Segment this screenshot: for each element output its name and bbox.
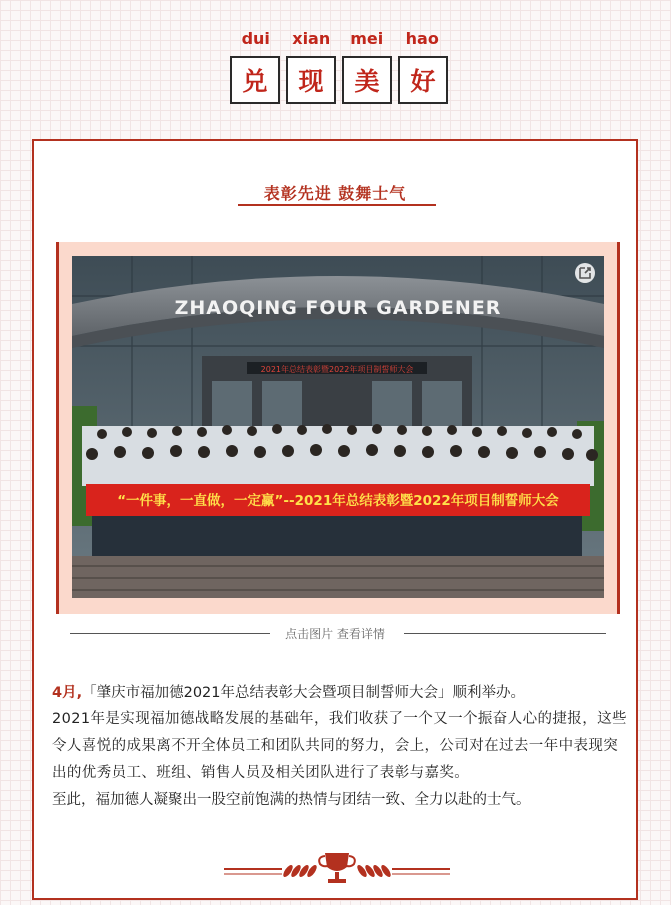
paragraph-conclusion: 至此，福加德人凝聚出一股空前饱满的热情与团结一致、全力以赴的士气。 (52, 792, 531, 808)
laurel-left-icon (282, 864, 319, 879)
trophy-ornament (222, 847, 452, 887)
banner-text: “一件事，一直做，一定赢”--2021年总结表彰暨2022年项目制誓师大会 (117, 493, 559, 509)
screen-text: 2021年总结表彰暨2022年项目制誓师大会 (260, 365, 414, 374)
group-photo[interactable] (72, 256, 604, 598)
pinyin-3: mei (350, 29, 384, 48)
photo-caption: 点击图片 查看详情 (285, 627, 385, 641)
content-frame (32, 139, 638, 900)
section-title: 表彰先进 鼓舞士气 (263, 184, 407, 203)
trophy-icon (319, 853, 355, 883)
pinyin-1: dui (241, 29, 270, 48)
title-char-1: 兑 (230, 56, 280, 104)
title-char-2: 现 (286, 56, 336, 104)
pinyin-2: xian (292, 29, 331, 48)
title-char-3: 美 (342, 56, 392, 104)
pinyin-4: hao (405, 29, 439, 48)
caption-line-right (404, 633, 606, 634)
month-highlight: 4月, (52, 685, 83, 701)
intro-text: 「肇庆市福加德2021年总结表彰大会暨项目制誓师大会」顺利举办。 (82, 685, 526, 701)
laurel-right-icon (356, 864, 393, 879)
building-sign: ZHAOQING FOUR GARDENER (174, 297, 502, 319)
paragraph-intro (52, 680, 627, 707)
pinyin-row (228, 29, 450, 48)
photo-container (56, 242, 620, 614)
paragraph-body: 2021年是实现福加德战略发展的基础年，我们收获了一个又一个振奋人心的捷报，这些令人喜悦的成果离不开全体员工和团队共同的努力，会上，公司对在过去一年中表现突出的优秀员工、班组、销售人员及相关团队进行了表彰与嘉奖。 (52, 711, 627, 781)
expand-icon[interactable] (575, 263, 595, 283)
title-char-4: 好 (398, 56, 448, 104)
title-chars (230, 56, 448, 104)
section-title-underline (238, 204, 436, 206)
